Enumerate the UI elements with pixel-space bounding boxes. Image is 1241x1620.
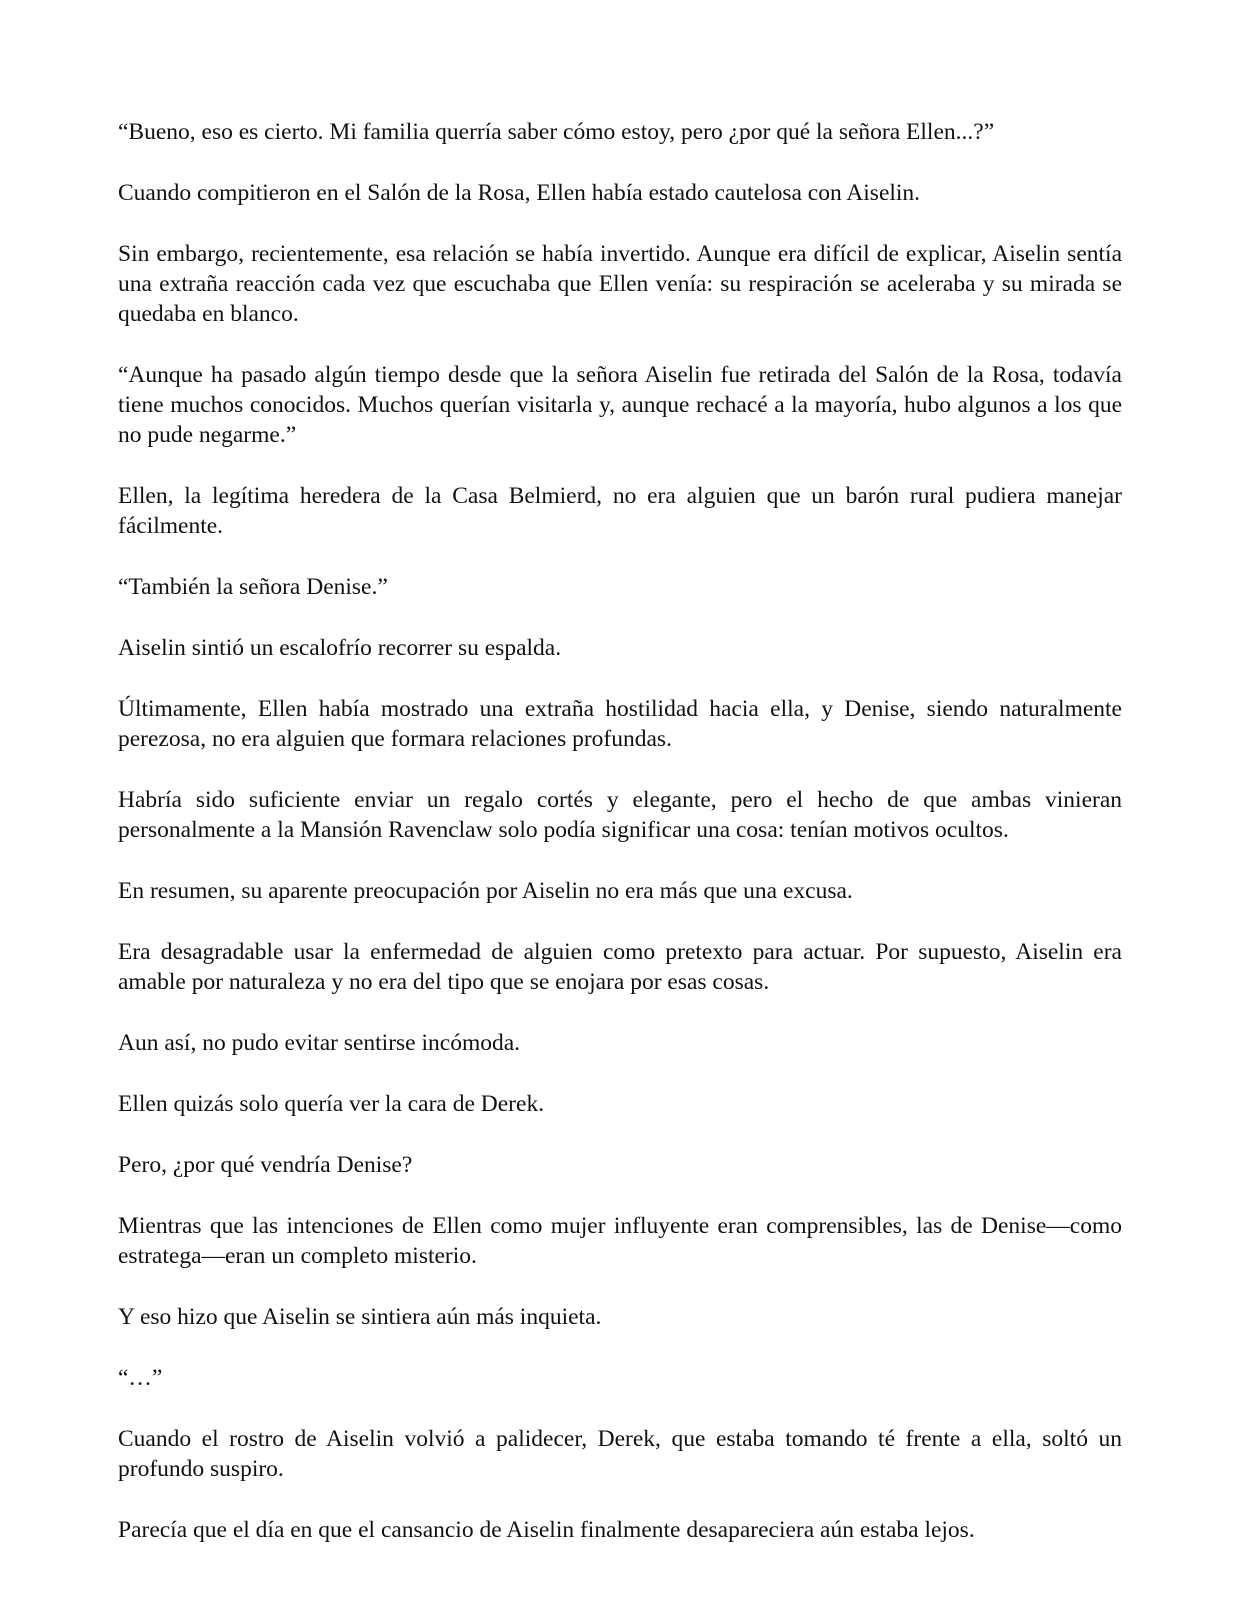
paragraph: “También la señora Denise.” bbox=[118, 574, 388, 600]
paragraph: Y eso hizo que Aiselin se sintiera aún más inquieta. bbox=[118, 1304, 602, 1330]
paragraph: Ellen, la legítima heredera de la Casa Belmierd, no era alguien que un barón rural pudiera manejar fácilmente. bbox=[118, 483, 1122, 539]
paragraph: Sin embargo, recientemente, esa relación se había invertido. Aunque era difícil de explicar, Aiselin sentía una extraña reacción cada vez que escuchaba que Ellen venía: su respiración se aceleraba y su mirada se quedaba en blanco. bbox=[118, 241, 1122, 327]
paragraph: “Bueno, eso es cierto. Mi familia querría saber cómo estoy, pero ¿por qué la señora Ellen...?” bbox=[118, 119, 995, 145]
paragraph: Mientras que las intenciones de Ellen como mujer influyente eran comprensibles, las de Denise—como estratega—eran un completo misterio. bbox=[118, 1213, 1122, 1269]
paragraph: Aiselin sintió un escalofrío recorrer su espalda. bbox=[118, 635, 562, 661]
paragraph: Cuando el rostro de Aiselin volvió a palidecer, Derek, que estaba tomando té frente a ella, soltó un profundo suspiro. bbox=[118, 1426, 1122, 1482]
paragraph: Parecía que el día en que el cansancio de Aiselin finalmente desapareciera aún estaba lejos. bbox=[118, 1517, 975, 1543]
paragraph: Aun así, no pudo evitar sentirse incómoda. bbox=[118, 1030, 521, 1056]
paragraph: Cuando compitieron en el Salón de la Rosa, Ellen había estado cautelosa con Aiselin. bbox=[118, 180, 921, 206]
paragraph: Era desagradable usar la enfermedad de alguien como pretexto para actuar. Por supuesto, Aiselin era amable por naturaleza y no era del tipo que se enojara por esas cosas. bbox=[118, 939, 1122, 995]
paragraph: Ellen quizás solo quería ver la cara de Derek. bbox=[118, 1091, 545, 1117]
paragraph: Últimamente, Ellen había mostrado una extraña hostilidad hacia ella, y Denise, siendo naturalmente perezosa, no era alguien que formara relaciones profundas. bbox=[118, 696, 1122, 752]
paragraph: Pero, ¿por qué vendría Denise? bbox=[118, 1152, 413, 1178]
paragraph: En resumen, su aparente preocupación por Aiselin no era más que una excusa. bbox=[118, 878, 853, 904]
paragraph: “…” bbox=[118, 1365, 163, 1391]
document-body bbox=[118, 117, 1122, 1576]
paragraph: Habría sido suficiente enviar un regalo cortés y elegante, pero el hecho de que ambas vinieran personalmente a la Mansión Ravenclaw solo podía significar una cosa: tenían motivos ocultos. bbox=[118, 787, 1122, 843]
paragraph: “Aunque ha pasado algún tiempo desde que la señora Aiselin fue retirada del Salón de la Rosa, todavía tiene muchos conocidos. Muchos querían visitarla y, aunque rechacé a la mayoría, hubo algunos a los que no pude negarme.” bbox=[118, 362, 1122, 448]
